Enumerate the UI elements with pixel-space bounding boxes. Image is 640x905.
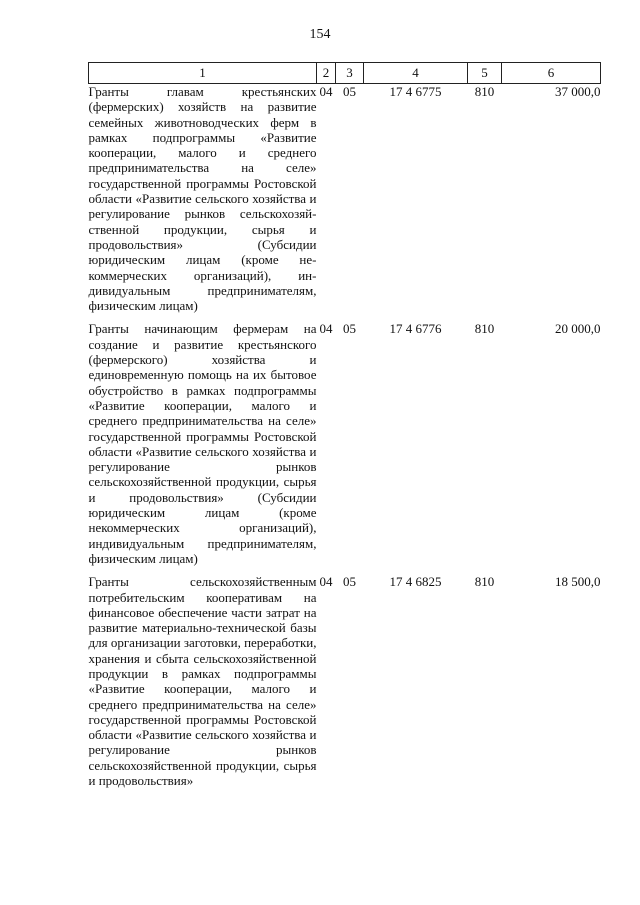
row-expense-type: 810 <box>474 574 495 590</box>
row-description: Гранты начинающим фермерам на создание и развитие крестьянского (фермерского) хозяйства и единовременную помощь на их бытовое обустройство в рамках подпрограммы «Развитие кооперации, малого и среднего предпринимательства на селе» государственной программы Ростовской области «Развитие сельского хозяйства и регулирование рынков сельскохозяйственной продукции, сырья и продовольствия» (Субсидии юридическим лицам (кроме некоммерческих организаций), индивидуальным предпринимателям, физическим лицам) <box>88 321 317 566</box>
row-expense-type: 810 <box>474 321 495 337</box>
row-target-code: 17 4 6776 <box>389 321 442 337</box>
table-row <box>89 574 601 796</box>
header-col-2: 2 <box>317 63 336 84</box>
budget-table <box>88 62 601 796</box>
row-subsection: 05 <box>343 574 356 590</box>
table-row <box>89 84 601 322</box>
header-col-1: 1 <box>89 63 317 84</box>
page-number: 154 <box>309 27 331 42</box>
row-section: 04 <box>319 84 333 99</box>
header-col-4: 4 <box>364 63 468 84</box>
row-description: Гранты сельскохозяйственным потребительским кооперативам на финансовое обеспечение части затрат на развитие материально-технической базы для организации заготовки, переработки, хранения и сбыта сельскохозяйственной продукции в рамках подпрограммы «Развитие кооперации, малого и среднего предпринимательства на селе» государственной программы Ростовской области «Развитие сельского хозяйства и регулирование рынков сельскохозяйственной продукции, сырья и продовольствия» <box>88 574 317 789</box>
row-amount: 37 000,0 <box>555 84 601 99</box>
row-expense-type: 810 <box>474 84 495 99</box>
row-target-code: 17 4 6825 <box>389 574 442 590</box>
header-col-3: 3 <box>336 63 364 84</box>
row-subsection: 05 <box>343 84 356 99</box>
header-row <box>89 63 601 84</box>
row-section: 04 <box>319 574 333 590</box>
row-description: Гранты главам крестьянских (фермерских) хозяйств на развитие семейных животноводческих ферм в рамках подпрограммы «Развитие кооперации, малого и среднего предпринимательства на селе» государственной программы Ростовской области «Развитие сельского хозяйства и регулирование рынков сельскохозяйственной продукции, сырья и продовольствия» (Субсидии юридическим лицам (кроме некоммерческих организаций), индивидуальным предпринимателям, физическим лицам) <box>88 84 317 314</box>
row-section: 04 <box>319 321 333 337</box>
table-row <box>89 321 601 574</box>
row-subsection: 05 <box>343 321 356 337</box>
header-col-5: 5 <box>468 63 502 84</box>
header-col-6: 6 <box>502 63 601 84</box>
row-amount: 18 500,0 <box>555 574 601 590</box>
row-amount: 20 000,0 <box>555 321 601 337</box>
row-target-code: 17 4 6775 <box>389 84 442 99</box>
